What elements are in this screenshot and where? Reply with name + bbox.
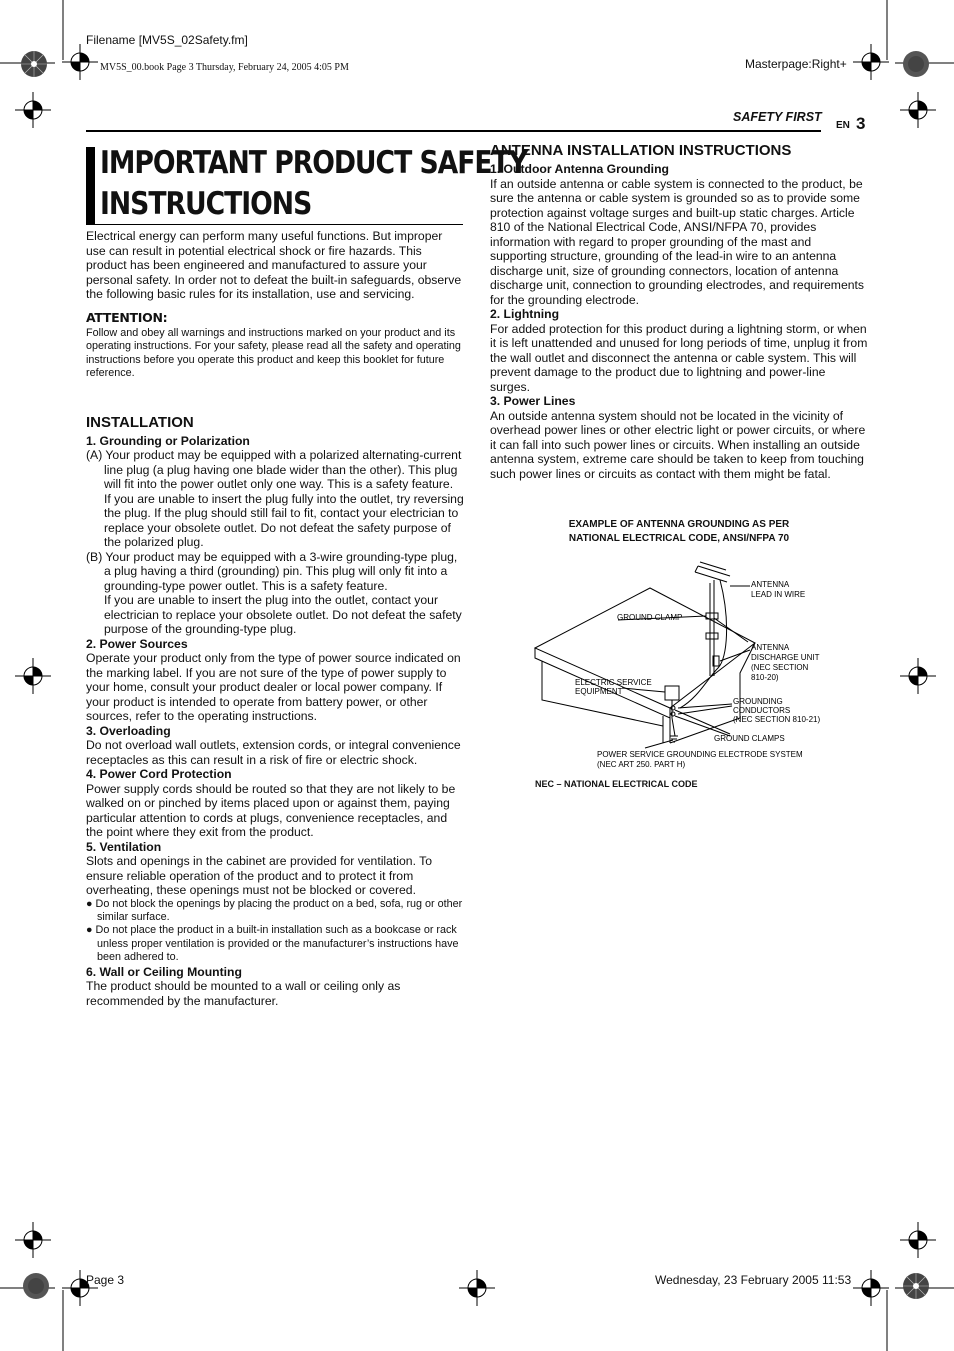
label-ground-clamp: GROUND CLAMP xyxy=(617,613,683,622)
color-target-icon xyxy=(902,50,930,78)
color-target-icon xyxy=(902,1272,930,1300)
registration-mark-icon xyxy=(62,44,98,80)
installation-heading: INSTALLATION xyxy=(86,413,194,431)
mounting-heading: 6. Wall or Ceiling Mounting xyxy=(86,964,242,979)
power-sources-text: Operate your product only from the type of power source indicated on the marking label. If you are not sure of the type of power supply to your home, consult your product dealer or local power company. If your product is intended to operate from battery power, or other sources, refer to the operating instructions. xyxy=(86,651,461,724)
mounting-text: The product should be mounted to a wall or ceiling only as recommended by the manufacturer. xyxy=(86,979,401,1008)
overloading-heading: 3. Overloading xyxy=(86,723,171,738)
label-grounding-conductors: CONDUCTORS xyxy=(733,706,791,715)
ventilation-heading: 5. Ventilation xyxy=(86,839,162,854)
registration-mark-icon xyxy=(853,1270,889,1306)
footer-page-label: Page 3 xyxy=(86,1273,125,1287)
label-electrode-system: (NEC ART 250. PART H) xyxy=(597,760,686,769)
masterpage-label: Masterpage:Right+ xyxy=(745,57,847,71)
registration-mark-icon xyxy=(15,658,51,694)
registration-mark-icon xyxy=(15,1222,51,1258)
page-title: IMPORTANT PRODUCT SAFETY INSTRUCTIONS xyxy=(100,145,528,222)
registration-mark-icon xyxy=(853,44,889,80)
registration-mark-icon xyxy=(900,658,936,694)
lightning-heading: 2. Lightning xyxy=(490,307,560,321)
attention-heading: ATTENTION: xyxy=(86,309,168,325)
service-equipment xyxy=(665,686,679,700)
section-header: SAFETY FIRST xyxy=(733,110,822,124)
overloading-text: Do not overload wall outlets, extension cords, or integral convenience receptacles as this can result in a risk of fire or electric shock. xyxy=(86,738,461,767)
footer-date-label: Wednesday, 23 February 2005 11:53 xyxy=(655,1273,852,1287)
label-electric-service: EQUIPMENT xyxy=(575,687,623,696)
title-rule xyxy=(86,224,463,225)
label-ground-clamps: GROUND CLAMPS xyxy=(714,734,785,743)
antenna-grounding-diagram xyxy=(530,558,830,773)
diagram-footnote: NEC – NATIONAL ELECTRICAL CODE xyxy=(535,779,698,789)
power-lines-text: An outside antenna system should not be located in the vicinity of overhead power lines or other electric light or power circuits, or where it can fall into such power lines or circuits. When installing an outside antenna system, extreme care should be taken to keep from touching such power lines or circuits as contact with them might be fatal. xyxy=(490,408,866,481)
ventilation-bullet: ● Do not block the openings by placing the product on a bed, sofa, rug or other similar surface. xyxy=(86,897,463,924)
power-lines-heading: 3. Power Lines xyxy=(490,394,576,408)
right-column xyxy=(490,142,868,481)
power-cord-text: Power supply cords should be routed so that they are not likely to be walked on or pinched by items placed upon or against them, paying particular attention to cords at plugs, convenience receptacles, and the point where they exit from the product. xyxy=(86,781,456,840)
grounding-heading: 1. Grounding or Polarization xyxy=(86,433,250,448)
registration-mark-icon xyxy=(459,1270,495,1306)
label-antenna: ANTENNA xyxy=(751,580,790,589)
ventilation-text: Slots and openings in the cabinet are provided for ventilation. To ensure reliable operation of the product and to protect it from overheating, these openings must not be blocked or covered. xyxy=(86,854,432,898)
label-electric-service: ELECTRIC SERVICE xyxy=(575,678,652,687)
antenna-heading: ANTENNA INSTALLATION INSTRUCTIONS xyxy=(490,142,792,159)
label-grounding-conductors: (NEC SECTION 810-21) xyxy=(733,715,821,724)
intro-paragraph: Electrical energy can perform many useful functions. But improper use can result in potential electrical shock or fire hazards. This product has been engineered and manufactured to assure your personal safety. In order not to defeat the built-in safeguards, observe the following basic rules for its installation, use and servicing. xyxy=(86,229,462,301)
book-info-label: MV5S_00.book Page 3 Thursday, February 24, 2005 4:05 PM xyxy=(100,62,349,73)
grounding-item-a: (A) Your product may be equipped with a polarized alternating-current line plug (a plug having one blade wider than the other). This plug will fit into the power outlet only one way. This is a safety feature. xyxy=(86,448,462,492)
power-cord-heading: 4. Power Cord Protection xyxy=(86,767,232,782)
attention-text: Follow and obey all warnings and instructions marked on your product and its operating instructions. For your safety, please read all the safety and operating instructions before you operate this product and keep this booklet for future reference. xyxy=(86,327,461,380)
grounding-item-b: (B) Your product may be equipped with a 3-wire grounding-type plug, a plug having a third (grounding) pin. This plug will only fit into a grounding-type power outlet. This is a safety feature. xyxy=(86,549,458,593)
registration-mark-icon xyxy=(15,92,51,128)
ventilation-bullet: ● Do not place the product in a built-in installation such as a bookcase or rack unless proper ventilation is provided or the manufacturer’s instructions have been adhered to. xyxy=(86,924,459,964)
grounding-item-b-note: If you are unable to insert the plug into the outlet, contact your electrician to replace your obsolete outlet. Do not defeat the safety purpose of the grounding-type plug. xyxy=(104,593,462,637)
color-target-icon xyxy=(20,50,48,78)
header-rule xyxy=(86,130,821,132)
filename-label: Filename [MV5S_02Safety.fm] xyxy=(86,33,248,47)
power-sources-heading: 2. Power Sources xyxy=(86,636,188,651)
label-antenna-discharge: 810-20) xyxy=(751,673,779,682)
lightning-text: For added protection for this product during a lightning storm, or when it is left unattended and unused for long periods of time, unplug it from the wall outlet and disconnect the antenna or cable system. This will prevent damage to the product due to lightning and power-line surges. xyxy=(490,321,868,394)
label-antenna-discharge: (NEC SECTION xyxy=(751,663,809,672)
registration-mark-icon xyxy=(900,92,936,128)
label-grounding-conductors: GROUNDING xyxy=(733,697,783,706)
outdoor-grounding-text: If an outside antenna or cable system is connected to the product, be sure the antenna or cable system is grounded so as to provide some protection against voltage surges and built-up static charges. Article 810 of the National Electrical Code, ANSI/NFPA 70, provides information with regard to proper grounding of the mast and supporting structure, grounding of the lead-in wire to an antenna discharge unit, size of grounding connectors, location of antenna discharge unit, connection to grounding electrodes, and requirements for the grounding electrode. xyxy=(490,176,864,307)
outdoor-grounding-heading: 1. Outdoor Antenna Grounding xyxy=(490,162,669,176)
label-antenna-discharge: ANTENNA xyxy=(751,643,790,652)
color-target-icon xyxy=(22,1272,50,1300)
label-electrode-system: POWER SERVICE GROUNDING ELECTRODE SYSTEM xyxy=(597,750,803,759)
lang-code: EN xyxy=(836,120,850,131)
registration-mark-icon xyxy=(900,1222,936,1258)
diagram-caption: EXAMPLE OF ANTENNA GROUNDING AS PER NATIONAL ELECTRICAL CODE, ANSI/NFPA 70 xyxy=(568,519,790,544)
title-accent-bar xyxy=(86,147,95,224)
label-antenna-discharge: DISCHARGE UNIT xyxy=(751,653,820,662)
grounding-item-a-note: If you are unable to insert the plug fully into the outlet, try reversing the plug. If the plug should still fail to fit, contact your electrician to replace your obsolete outlet. Do not defeat the safety purpose of the polarized plug. xyxy=(104,491,464,550)
page-number: 3 xyxy=(856,114,866,133)
left-column xyxy=(86,229,464,1008)
label-lead-in-wire: LEAD IN WIRE xyxy=(751,590,806,599)
